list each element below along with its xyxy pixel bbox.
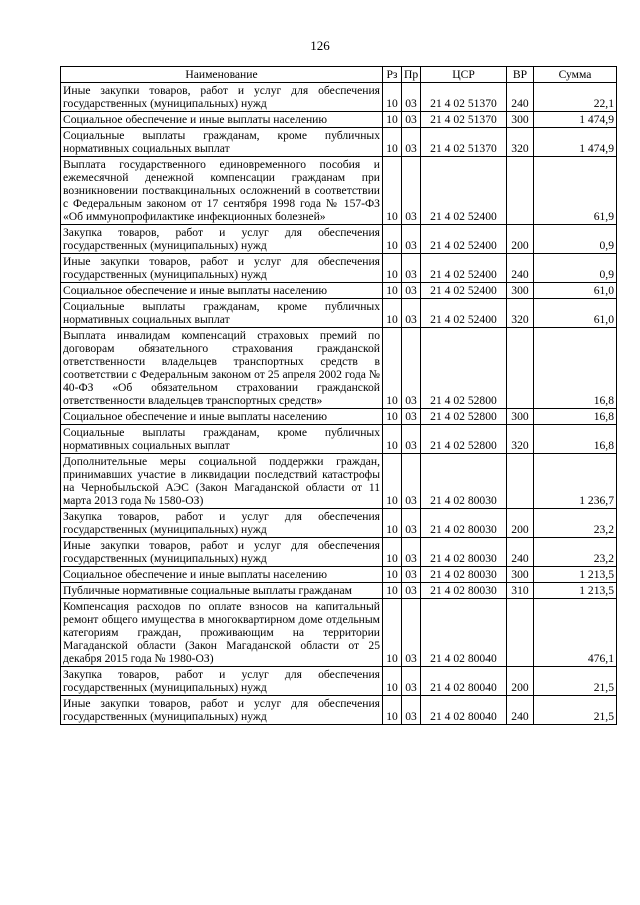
cell-sum: 16,8: [534, 409, 617, 425]
cell-sum: 1 474,9: [534, 112, 617, 128]
cell-pr: 03: [402, 583, 421, 599]
cell-vr: 200: [507, 667, 534, 696]
cell-name: Иные закупки товаров, работ и услуг для обеспечения государственных (муниципальных) нужд: [61, 538, 383, 567]
table-row: [61, 567, 617, 583]
cell-sum: 61,9: [534, 157, 617, 225]
cell-rz: 10: [383, 83, 402, 112]
header-rz: Рз: [383, 67, 402, 83]
cell-vr: 200: [507, 509, 534, 538]
cell-name: Социальные выплаты гражданам, кроме публичных нормативных социальных выплат: [61, 128, 383, 157]
cell-rz: 10: [383, 328, 402, 409]
cell-csr: 21 4 02 80040: [421, 696, 507, 725]
cell-sum: 23,2: [534, 538, 617, 567]
cell-vr: 320: [507, 128, 534, 157]
cell-csr: 21 4 02 80040: [421, 599, 507, 667]
cell-name: Социальное обеспечение и иные выплаты населению: [61, 283, 383, 299]
cell-vr: [507, 599, 534, 667]
table-row: [61, 409, 617, 425]
cell-pr: 03: [402, 254, 421, 283]
cell-pr: 03: [402, 299, 421, 328]
cell-pr: 03: [402, 112, 421, 128]
cell-vr: 320: [507, 425, 534, 454]
table-header-row: [61, 67, 617, 83]
cell-sum: 1 213,5: [534, 567, 617, 583]
cell-sum: 0,9: [534, 254, 617, 283]
table-row: [61, 696, 617, 725]
table-row: [61, 667, 617, 696]
cell-name: Выплата государственного единовременного пособия и ежемесячной денежной компенсации гражданам при возникновении поствакцинальных осложнений в соответствии с Федеральным законом от 17 сентября 1998 года № 157-ФЗ «Об иммунопрофилактике инфекционных болезней»: [61, 157, 383, 225]
cell-pr: 03: [402, 425, 421, 454]
table-row: [61, 83, 617, 112]
cell-vr: 240: [507, 538, 534, 567]
cell-pr: 03: [402, 83, 421, 112]
table-row: [61, 538, 617, 567]
cell-pr: 03: [402, 567, 421, 583]
cell-sum: 1 213,5: [534, 583, 617, 599]
cell-sum: 22,1: [534, 83, 617, 112]
cell-rz: 10: [383, 254, 402, 283]
cell-rz: 10: [383, 696, 402, 725]
cell-sum: 61,0: [534, 283, 617, 299]
cell-csr: 21 4 02 51370: [421, 83, 507, 112]
table-body: [61, 83, 617, 725]
table-row: [61, 509, 617, 538]
table-row: [61, 157, 617, 225]
cell-pr: 03: [402, 328, 421, 409]
cell-name: Социальное обеспечение и иные выплаты населению: [61, 112, 383, 128]
cell-csr: 21 4 02 52400: [421, 299, 507, 328]
cell-name: Социальные выплаты гражданам, кроме публичных нормативных социальных выплат: [61, 425, 383, 454]
cell-name: Социальное обеспечение и иные выплаты населению: [61, 567, 383, 583]
cell-rz: 10: [383, 409, 402, 425]
cell-vr: 240: [507, 254, 534, 283]
table-row: [61, 225, 617, 254]
page-number: 126: [310, 38, 330, 53]
cell-name: Иные закупки товаров, работ и услуг для обеспечения государственных (муниципальных) нужд: [61, 696, 383, 725]
cell-csr: 21 4 02 51370: [421, 128, 507, 157]
table-row: [61, 128, 617, 157]
cell-pr: 03: [402, 225, 421, 254]
cell-rz: 10: [383, 667, 402, 696]
cell-sum: 23,2: [534, 509, 617, 538]
cell-pr: 03: [402, 667, 421, 696]
table-row: [61, 328, 617, 409]
cell-vr: [507, 328, 534, 409]
cell-sum: 1 236,7: [534, 454, 617, 509]
cell-vr: 320: [507, 299, 534, 328]
cell-name: Социальные выплаты гражданам, кроме публичных нормативных социальных выплат: [61, 299, 383, 328]
table-row: [61, 254, 617, 283]
cell-vr: [507, 157, 534, 225]
cell-csr: 21 4 02 80030: [421, 509, 507, 538]
cell-pr: 03: [402, 509, 421, 538]
table-row: [61, 583, 617, 599]
cell-vr: 310: [507, 583, 534, 599]
cell-sum: 0,9: [534, 225, 617, 254]
cell-csr: 21 4 02 80030: [421, 583, 507, 599]
cell-sum: 16,8: [534, 328, 617, 409]
cell-name: Иные закупки товаров, работ и услуг для обеспечения государственных (муниципальных) нужд: [61, 254, 383, 283]
header-sum: Сумма: [534, 67, 617, 83]
table-row: [61, 283, 617, 299]
cell-rz: 10: [383, 128, 402, 157]
cell-csr: 21 4 02 52400: [421, 225, 507, 254]
cell-sum: 61,0: [534, 299, 617, 328]
cell-rz: 10: [383, 567, 402, 583]
cell-sum: 16,8: [534, 425, 617, 454]
cell-rz: 10: [383, 157, 402, 225]
cell-rz: 10: [383, 225, 402, 254]
cell-csr: 21 4 02 51370: [421, 112, 507, 128]
table-row: [61, 425, 617, 454]
cell-pr: 03: [402, 409, 421, 425]
header-name: Наименование: [61, 67, 383, 83]
cell-pr: 03: [402, 157, 421, 225]
cell-rz: 10: [383, 538, 402, 567]
cell-rz: 10: [383, 425, 402, 454]
header-csr: ЦСР: [421, 67, 507, 83]
cell-rz: 10: [383, 283, 402, 299]
cell-vr: 240: [507, 696, 534, 725]
cell-rz: 10: [383, 454, 402, 509]
cell-pr: 03: [402, 696, 421, 725]
table-row: [61, 599, 617, 667]
table-row: [61, 454, 617, 509]
cell-sum: 21,5: [534, 667, 617, 696]
cell-name: Публичные нормативные социальные выплаты гражданам: [61, 583, 383, 599]
cell-csr: 21 4 02 52400: [421, 157, 507, 225]
cell-name: Закупка товаров, работ и услуг для обеспечения государственных (муниципальных) нужд: [61, 225, 383, 254]
header-pr: Пр: [402, 67, 421, 83]
cell-vr: 240: [507, 83, 534, 112]
table-row: [61, 299, 617, 328]
cell-name: Иные закупки товаров, работ и услуг для обеспечения государственных (муниципальных) нужд: [61, 83, 383, 112]
cell-name: Социальное обеспечение и иные выплаты населению: [61, 409, 383, 425]
cell-pr: 03: [402, 538, 421, 567]
cell-sum: 1 474,9: [534, 128, 617, 157]
cell-csr: 21 4 02 80040: [421, 667, 507, 696]
cell-name: Закупка товаров, работ и услуг для обеспечения государственных (муниципальных) нужд: [61, 509, 383, 538]
cell-pr: 03: [402, 283, 421, 299]
cell-vr: 300: [507, 567, 534, 583]
cell-rz: 10: [383, 112, 402, 128]
table-row: [61, 112, 617, 128]
cell-vr: 300: [507, 409, 534, 425]
cell-sum: 21,5: [534, 696, 617, 725]
cell-sum: 476,1: [534, 599, 617, 667]
cell-name: Компенсация расходов по оплате взносов на капитальный ремонт общего имущества в многоквартирном доме отдельным категориям граждан, проживающим на территории Магаданской области (Закон Магаданской области от 25 декабря 2015 года № 1980-ОЗ): [61, 599, 383, 667]
cell-rz: 10: [383, 583, 402, 599]
cell-csr: 21 4 02 80030: [421, 538, 507, 567]
cell-vr: 200: [507, 225, 534, 254]
cell-vr: [507, 454, 534, 509]
cell-name: Выплата инвалидам компенсаций страховых премий по договорам обязательного страхования гражданской ответственности владельцев транспортных средств в соответствии с Федеральным законом от 25 апреля 2002 года № 40-ФЗ «Об обязательном страховании гражданской ответственности владельцев транспортных средств»: [61, 328, 383, 409]
cell-name: Закупка товаров, работ и услуг для обеспечения государственных (муниципальных) нужд: [61, 667, 383, 696]
cell-csr: 21 4 02 52800: [421, 328, 507, 409]
cell-csr: 21 4 02 80030: [421, 454, 507, 509]
cell-csr: 21 4 02 80030: [421, 567, 507, 583]
header-vr: ВР: [507, 67, 534, 83]
cell-rz: 10: [383, 299, 402, 328]
cell-name: Дополнительные меры социальной поддержки граждан, принимавших участие в ликвидации последствий катастрофы на Чернобыльской АЭС (Закон Магаданской области от 11 марта 2013 года № 1580-ОЗ): [61, 454, 383, 509]
cell-vr: 300: [507, 283, 534, 299]
cell-csr: 21 4 02 52400: [421, 254, 507, 283]
cell-vr: 300: [507, 112, 534, 128]
cell-csr: 21 4 02 52400: [421, 283, 507, 299]
cell-csr: 21 4 02 52800: [421, 409, 507, 425]
cell-pr: 03: [402, 599, 421, 667]
cell-csr: 21 4 02 52800: [421, 425, 507, 454]
cell-pr: 03: [402, 454, 421, 509]
cell-rz: 10: [383, 599, 402, 667]
budget-table: [60, 66, 617, 725]
cell-rz: 10: [383, 509, 402, 538]
cell-pr: 03: [402, 128, 421, 157]
